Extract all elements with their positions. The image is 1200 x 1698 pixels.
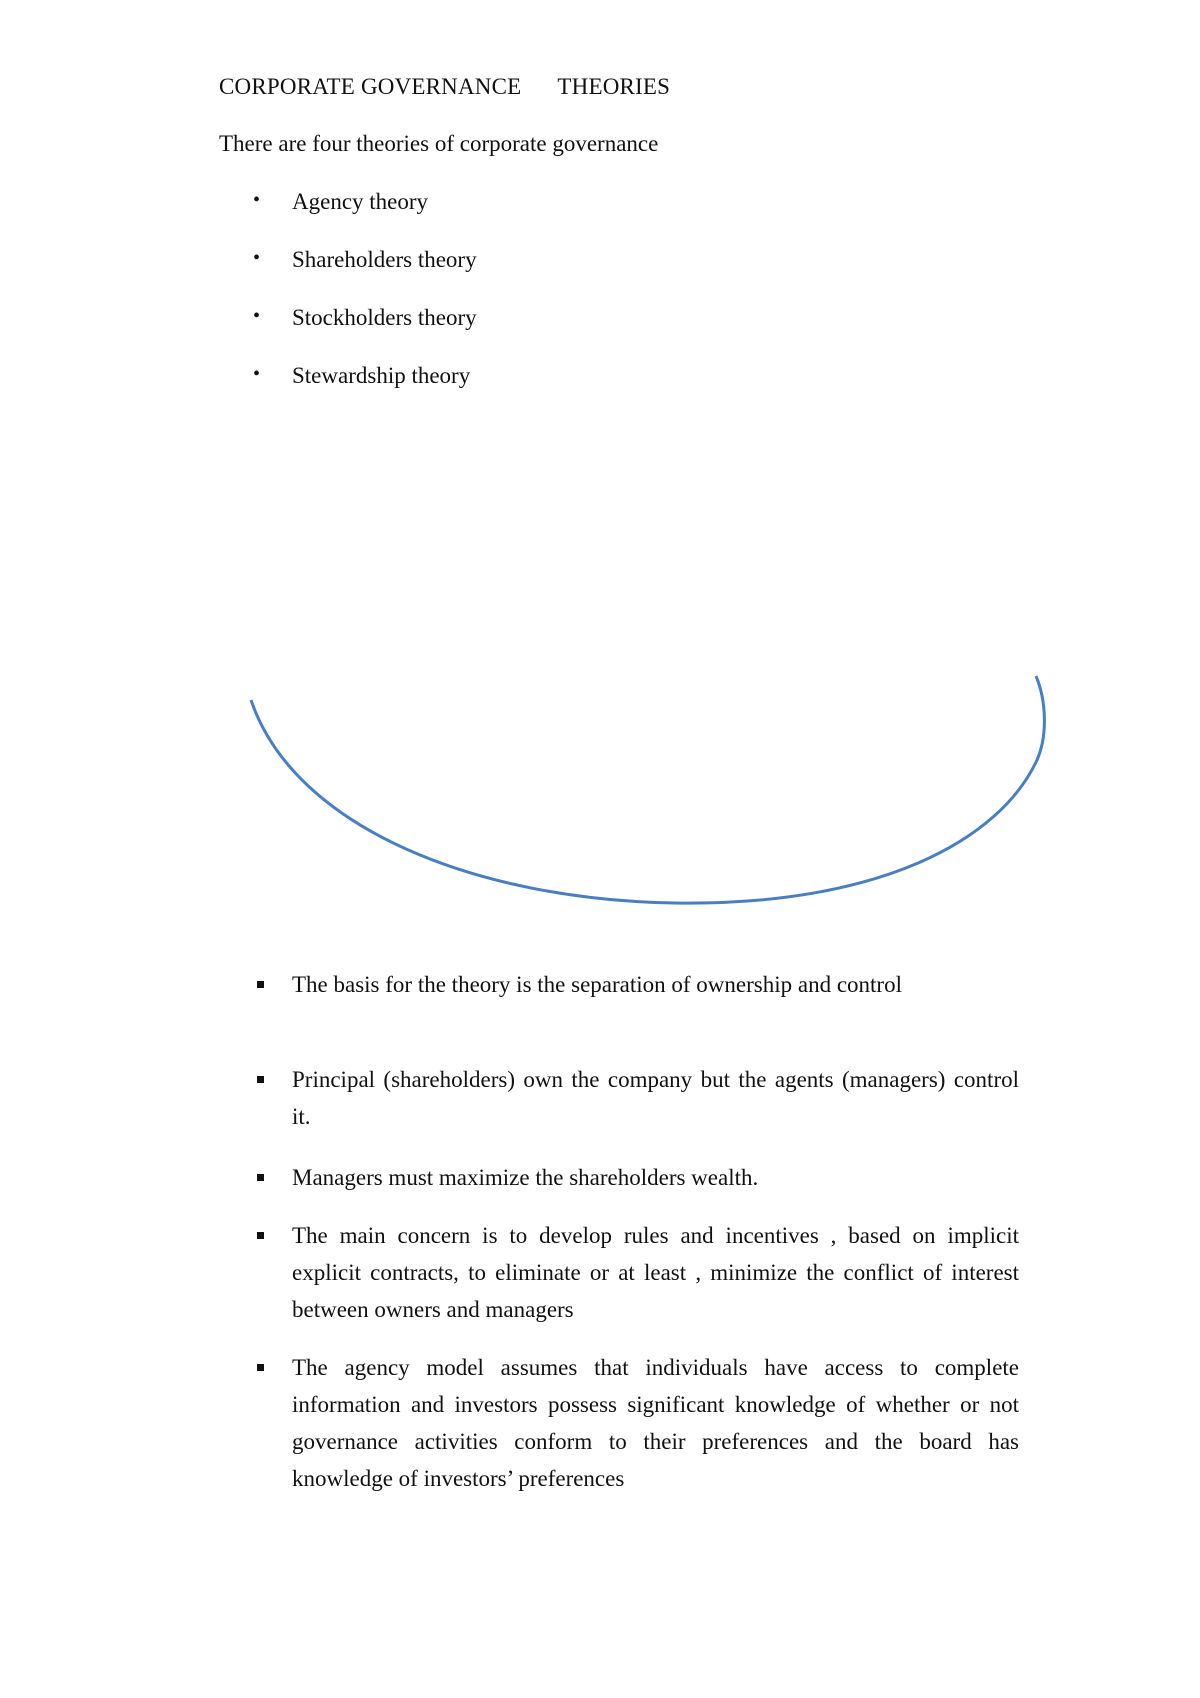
agency-point [257,1217,1019,1328]
square-bullet-icon [257,981,264,988]
round-bullet-icon: • [253,305,261,327]
agency-point [257,1159,1019,1196]
square-bullet-icon [257,1174,264,1181]
square-bullet-icon [257,1076,264,1083]
round-bullet-icon: • [253,247,261,269]
title-left: CORPORATE GOVERNANCE [219,74,522,99]
square-bullet-icon [257,1364,264,1371]
agency-point-text: The basis for the theory is the separation of ownership and control [292,972,902,997]
arc-shape [251,676,1044,903]
agency-point [257,966,1019,1003]
agency-point-text: The agency model assumes that individuals have access to complete information and investors possess significant knowledge of whether or not governance activities conform to their preferences and the board has knowledge of investors’ preferences [292,1355,1019,1491]
theory-label: Shareholders theory [292,247,477,272]
agency-point-text: The main concern is to develop rules and incentives , based on implicit explicit contracts, to eliminate or at least , minimize the conflict of interest between owners and managers [292,1223,1019,1322]
theory-label: Stewardship theory [292,363,471,388]
round-bullet-icon: • [253,363,261,385]
intro-text: There are four theories of corporate governance [219,131,659,156]
agency-point-text: Managers must maximize the shareholders wealth. [292,1165,759,1190]
square-bullet-icon [257,1232,264,1239]
theory-label: Agency theory [292,189,429,214]
agency-point [257,1349,1019,1497]
document-title [219,74,670,100]
round-bullet-icon: • [253,189,261,211]
title-right: THEORIES [557,74,671,99]
agency-point [257,1061,1019,1135]
agency-point-text: Principal (shareholders) own the company but the agents (managers) control it. [292,1067,1019,1129]
theory-label: Stockholders theory [292,305,477,330]
